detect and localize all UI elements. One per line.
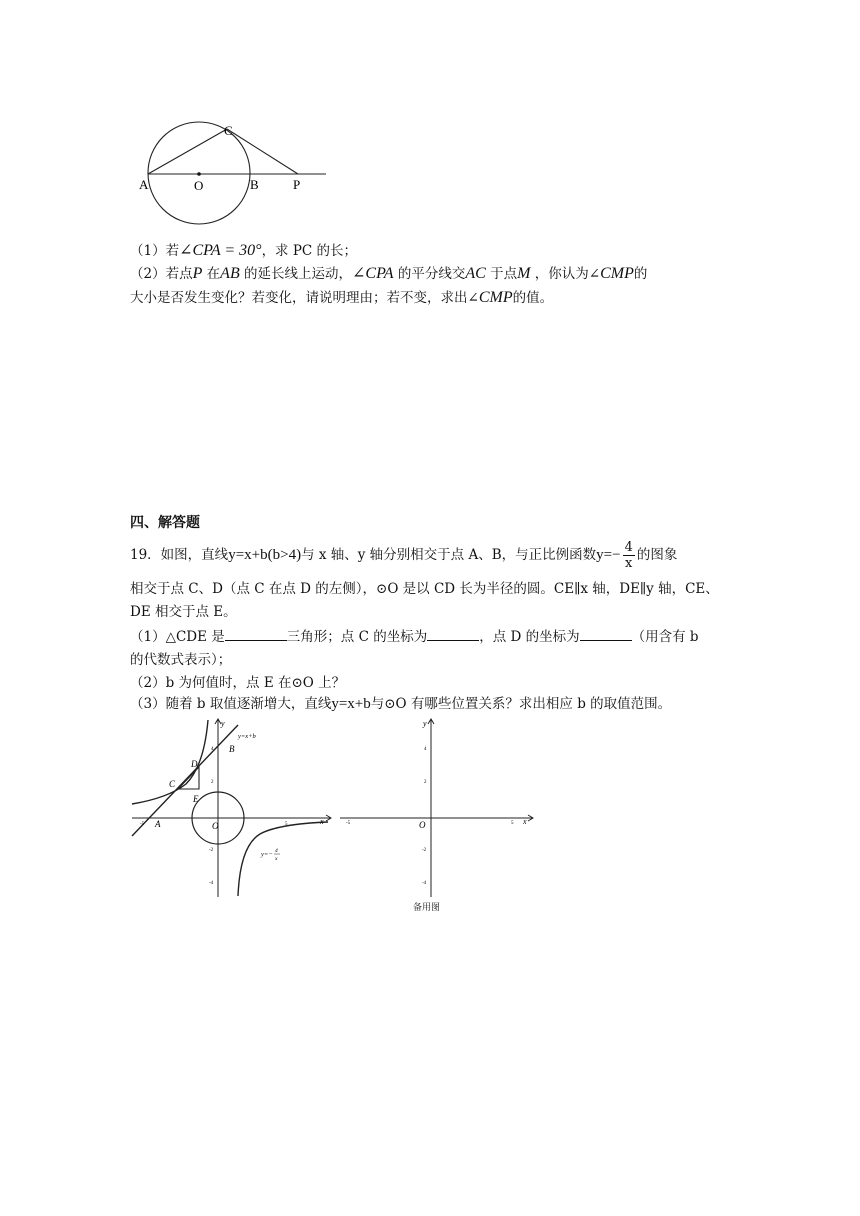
expr-line: y=x+b: [228, 547, 268, 563]
circle-tangent-figure: [130, 115, 340, 230]
text: 于点: [490, 266, 518, 282]
tick-5: 5: [285, 822, 288, 827]
graph-spare-figure: [336, 716, 536, 900]
text: 的值。: [512, 290, 554, 306]
label-line-eq: y=x+b: [238, 733, 256, 740]
text: ，你认为∠: [534, 266, 601, 282]
tick-neg2: -2: [209, 848, 214, 853]
text: ，点 D 的坐标为: [479, 629, 580, 645]
text: 三角形；点 C 的坐标为: [286, 629, 428, 645]
text: 的图象: [636, 547, 678, 563]
section-heading: 四、解答题: [130, 515, 200, 531]
segment-ac: [148, 129, 227, 174]
label-o: O: [419, 820, 426, 830]
label-o: O: [212, 821, 219, 831]
tick-neg5: -5: [346, 821, 351, 826]
tick-neg2: -2: [422, 848, 427, 853]
q19-part1-line1: [130, 626, 699, 648]
label-a: A: [155, 819, 161, 829]
q19-part2: （2）b 为何值时，点 E 在⊙O 上？: [130, 675, 346, 691]
var-angle-cpa: ∠CPA: [352, 265, 394, 282]
text: （2）若点: [130, 266, 193, 282]
spare-figure-caption: 备用图: [413, 903, 441, 913]
tick-neg4: -4: [422, 881, 427, 886]
tick-4: 4: [424, 747, 427, 752]
label-curve-eq: y=−: [261, 851, 273, 858]
text: 在: [206, 266, 221, 282]
label-c: C: [169, 779, 176, 789]
label-y: y: [423, 719, 427, 728]
line-y-x-b: [132, 725, 238, 836]
hyperbola-right-branch: [238, 822, 328, 896]
label-d: D: [191, 759, 198, 769]
q19-part1-line2: 的代数式表示）；: [130, 652, 232, 668]
segment-cp: [227, 129, 298, 174]
var-p: P: [192, 265, 203, 282]
q18-part2-line2: [130, 287, 553, 309]
text: 与 x 轴、y 轴分别相交于点 A、B，与正比例函数: [301, 547, 597, 563]
q18-p1-angle: ∠CPA = 30°: [179, 242, 262, 259]
label-x: x: [320, 817, 324, 826]
text: 的: [633, 266, 648, 282]
label-curve-den: x: [275, 856, 278, 862]
tick-2: 2: [211, 780, 214, 785]
q19-line2: 相交于点 C、D（点 C 在点 D 的左侧），⊙O 是以 CD 长为半径的圆。CE∥x 轴，DE∥y 轴，CE、: [130, 581, 719, 597]
fn-left: y=−: [596, 547, 621, 563]
graph-main-figure: [128, 716, 334, 900]
q18-part1: [130, 240, 357, 262]
var-ab: AB: [220, 265, 240, 282]
label-b: B: [250, 177, 259, 192]
tick-4: 4: [211, 747, 214, 752]
text: 与⊙O 有哪些位置关系？求出相应 b 的取值范围。: [370, 696, 672, 712]
q19-line3: DE 相交于点 E。: [130, 604, 237, 620]
tick-5: 5: [511, 821, 514, 826]
q18-p1-suffix: ，求 PC 的长；: [261, 243, 358, 259]
center-dot: [197, 172, 201, 176]
frac-den: x: [625, 556, 633, 571]
var-m: M: [517, 265, 531, 282]
tick-neg5: -5: [140, 822, 145, 827]
q19-line1: [130, 540, 677, 571]
tick-neg4: -4: [209, 881, 214, 886]
label-p: P: [293, 177, 301, 192]
text: 的延长线上运动，: [244, 266, 353, 282]
label-a: A: [139, 177, 149, 192]
label-o: O: [194, 178, 204, 193]
fraction-4-over-x: [623, 540, 635, 571]
expr-line: y=x+b: [331, 696, 371, 712]
tick-2: 2: [424, 780, 427, 785]
text: 大小是否发生变化？若变化，请说明理由；若不变，求出∠: [130, 290, 479, 306]
label-c: C: [224, 123, 233, 138]
text: （3）随着 b 取值逐渐增大，直线: [130, 696, 332, 712]
frac-num: 4: [624, 540, 633, 555]
text: （用含有 b: [631, 629, 699, 645]
label-e: E: [193, 794, 199, 804]
q19-part3: [130, 693, 671, 715]
label-x: x: [523, 817, 527, 826]
var-ac: AC: [465, 265, 486, 282]
q18-part2-line1: [130, 263, 647, 285]
label-y: y: [221, 719, 225, 728]
answer-blank-d-coord[interactable]: [580, 626, 632, 641]
text: 的平分线交: [397, 266, 466, 282]
label-curve-num: 4: [275, 848, 278, 854]
text: 19．如图，直线: [130, 547, 229, 563]
var-cmp: CMP: [600, 265, 634, 282]
expr-condition: (b>4): [267, 547, 302, 563]
answer-blank-triangle-type[interactable]: [225, 626, 287, 641]
var-cmp: CMP: [478, 289, 513, 306]
answer-blank-c-coord[interactable]: [427, 626, 479, 641]
label-b: B: [229, 744, 235, 754]
q18-p1-prefix: （1）若: [130, 243, 180, 259]
text: （1）△CDE 是: [130, 629, 225, 645]
triangle-cde: [178, 767, 199, 789]
